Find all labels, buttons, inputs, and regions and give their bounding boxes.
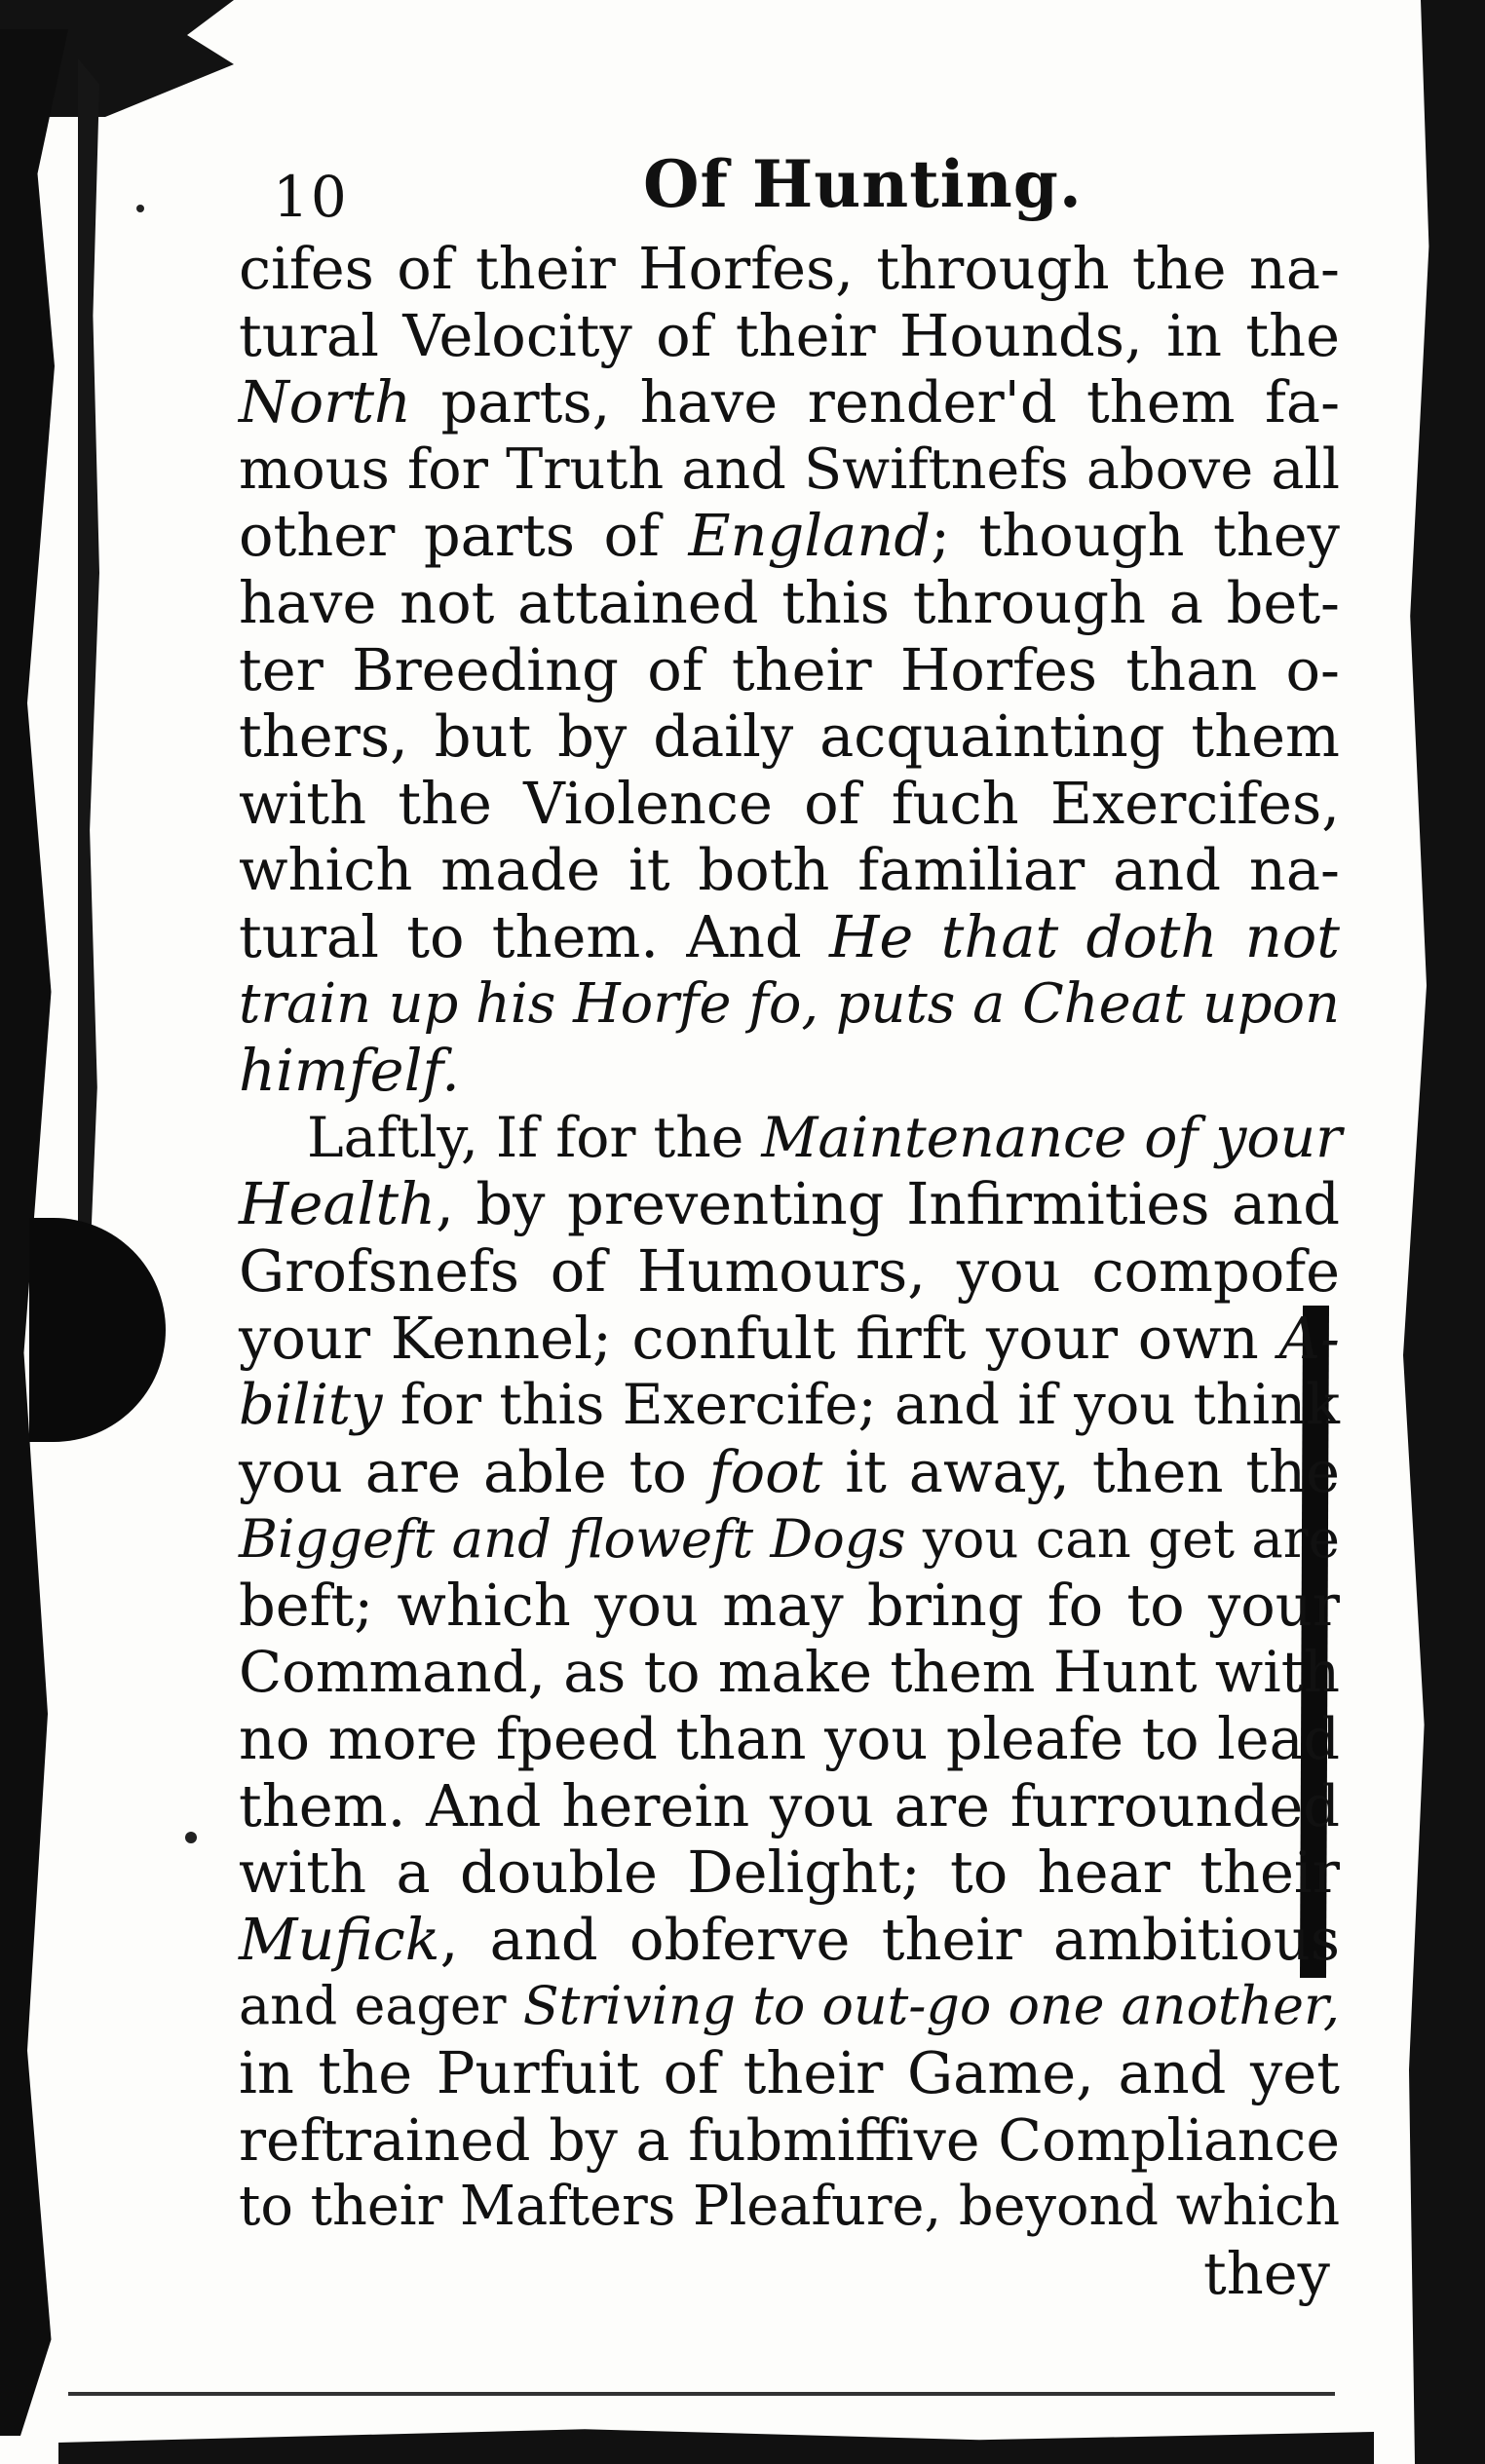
- text-line: [239, 2107, 1340, 2175]
- running-title: Of Hunting.: [643, 146, 1083, 222]
- text-segment: with the Violence of fuch Exercifes,: [239, 769, 1340, 837]
- body-text: [239, 235, 1343, 2241]
- text-line: [239, 1238, 1340, 1306]
- text-segment: in the Purfuit of their Game, and yet: [239, 2039, 1340, 2107]
- text-line: [239, 1839, 1340, 1907]
- text-line: [239, 369, 1340, 436]
- text-segment: other parts of: [239, 502, 689, 570]
- italic-segment: himfelf.: [239, 1037, 460, 1105]
- text-segment: Command, as to make them Hunt with: [239, 1639, 1340, 1706]
- ink-speck: [185, 1832, 197, 1843]
- text-line: [239, 971, 1340, 1039]
- text-segment: ; though they: [931, 502, 1341, 570]
- italic-segment: Biggeft and floweft Dogs: [239, 1507, 906, 1571]
- text-segment: Grofsnefs of Humours, you compofe: [239, 1236, 1340, 1305]
- text-segment: Laftly, If for the: [307, 1105, 762, 1170]
- text-segment: to their Mafters Pleafure, beyond which: [239, 2175, 1341, 2239]
- text-segment: tural Velocity of their Hounds, in the: [239, 301, 1340, 369]
- text-segment: beft; which you may bring fo to your: [239, 1571, 1340, 1639]
- text-line: [239, 236, 1340, 303]
- text-segment: mous for Truth and Swiftnefs above all: [239, 436, 1340, 502]
- text-line: [239, 771, 1340, 838]
- scan-edge-bottom: [58, 2410, 1374, 2464]
- text-segment: you can get are: [905, 1507, 1341, 1571]
- italic-segment: train up his Horfe fo, puts a Cheat upon: [239, 971, 1340, 1036]
- italic-segment: A-: [1278, 1304, 1340, 1372]
- text-segment: parts, have render'd them fa-: [411, 368, 1340, 436]
- text-line: [239, 436, 1340, 504]
- text-line: [239, 303, 1340, 370]
- scan-line-bottom: [68, 2392, 1335, 2396]
- text-segment: thers, but by daily acquainting them: [239, 702, 1340, 771]
- page-number: 10: [273, 164, 349, 230]
- text-segment: for this Exercife; and if you think: [382, 1372, 1340, 1438]
- text-line: [239, 570, 1340, 637]
- italic-segment: North: [239, 368, 412, 436]
- italic-segment: He that doth not: [828, 902, 1340, 970]
- text-line: [239, 503, 1340, 570]
- text-line: [239, 637, 1340, 704]
- text-line: [239, 1171, 1340, 1238]
- text-segment: , and obferve their ambitious: [439, 1905, 1340, 1973]
- italic-segment: Maintenance of your: [761, 1105, 1343, 1170]
- text-line: [239, 1439, 1340, 1506]
- text-line: [239, 1306, 1340, 1373]
- text-line: [239, 2174, 1340, 2241]
- text-segment: no more fpeed than you pleafe to lead: [239, 1706, 1340, 1773]
- scan-blot-left: [29, 1218, 166, 1442]
- ink-speck: [136, 205, 144, 212]
- text-line: [239, 1639, 1340, 1706]
- text-line: [239, 1105, 1343, 1172]
- text-segment: and eager: [239, 1975, 523, 2037]
- text-segment: reftrained by a fubmiffive Compliance: [239, 2106, 1340, 2174]
- text-segment: which made it both familiar and na-: [239, 836, 1340, 904]
- text-segment: your Kennel; confult firft your own: [239, 1304, 1279, 1372]
- text-segment: with a double Delight; to hear their: [239, 1839, 1340, 1907]
- italic-segment: Mufick: [239, 1905, 440, 1973]
- text-segment: ter Breeding of their Horfes than o-: [239, 635, 1340, 703]
- text-line: [239, 2040, 1340, 2107]
- italic-segment: bility: [239, 1372, 383, 1438]
- scan-streak-left: [78, 58, 99, 1345]
- page-header: [239, 146, 1340, 236]
- text-segment: have not attained this through a bet-: [239, 568, 1340, 636]
- scan-edge-right: [1368, 0, 1485, 2464]
- text-line: [239, 703, 1340, 771]
- text-segment: it away, then the: [822, 1437, 1340, 1505]
- catchword: they: [1203, 2239, 1330, 2307]
- text-segment: , by preventing Infirmities and: [436, 1170, 1340, 1238]
- italic-segment: Health: [239, 1170, 437, 1238]
- text-line: [239, 1773, 1340, 1840]
- text-line: [239, 1505, 1340, 1573]
- text-line: [239, 1038, 1340, 1105]
- text-segment: you are able to: [239, 1437, 709, 1505]
- text-segment: tural to them. And: [239, 902, 829, 970]
- text-line: [239, 1973, 1340, 2040]
- text-line: [239, 837, 1340, 904]
- text-segment: them. And herein you are furrounded: [239, 1771, 1340, 1839]
- italic-segment: foot: [708, 1437, 823, 1505]
- text-line: [239, 904, 1340, 971]
- text-block: [239, 146, 1343, 2307]
- text-line: [239, 1372, 1340, 1439]
- text-segment: cifes of their Horfes, through the na-: [239, 235, 1340, 302]
- text-line: [239, 1907, 1340, 1974]
- text-line: [239, 1706, 1340, 1773]
- italic-segment: England: [688, 502, 932, 570]
- italic-segment: Striving to out-go one another,: [522, 1975, 1340, 2037]
- text-line: [239, 1573, 1340, 1640]
